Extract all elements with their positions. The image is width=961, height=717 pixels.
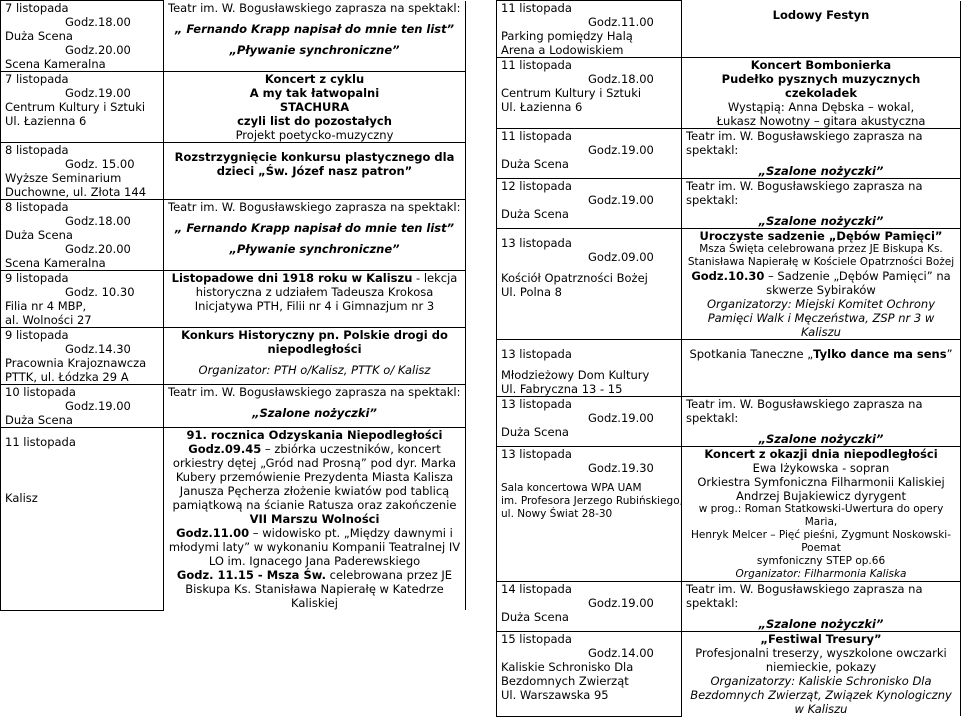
- left-cell: [1, 428, 164, 611]
- table-row: [497, 582, 961, 632]
- event-intro: Teatr im. W. Bogusławskiego zaprasza na spektakl:: [168, 200, 461, 214]
- place-text: Sala koncertowa WPA UAM: [501, 482, 642, 494]
- left-cell: [497, 229, 682, 340]
- date-text: 11 listopada: [501, 58, 572, 72]
- event-intro: Teatr im. W. Bogusławskiego zaprasza na spektakl:: [686, 397, 923, 425]
- time-text: Godz.19.00: [588, 193, 654, 207]
- event-title: STACHURA: [279, 100, 350, 114]
- time-text: Godz.19.00: [588, 596, 654, 610]
- time-text: Godz.19.30: [588, 461, 654, 475]
- date-text: 11 listopada: [501, 1, 572, 15]
- event-cell: [164, 328, 466, 385]
- time-text: Godz.18.00: [65, 15, 131, 29]
- left-cell: [497, 179, 682, 229]
- event-desc: symfoniczny STEP op.66: [756, 555, 886, 567]
- date-text: 9 listopada: [5, 328, 69, 342]
- left-cell: [497, 582, 682, 632]
- event-cell: [164, 72, 466, 143]
- event-title: „Szalone nożyczki”: [758, 164, 884, 178]
- event-desc: – widowisko pt. „Między dawnymi i młodymi laty” w wykonaniu Kompanii Teatralnej IV LO im. Ignacego Jana Paderewskiego: [168, 526, 461, 568]
- event-desc: Ewa Iżykowska - sopran: [752, 461, 890, 475]
- event-desc: niemieckie, pokazy: [765, 660, 877, 674]
- date-text: 7 listopada: [5, 1, 69, 15]
- event-desc: Orkiestra Symfoniczna Filharmonii Kaliskiej: [697, 475, 945, 489]
- table-row: [1, 271, 466, 328]
- place-text: Ul. Warszawska 95: [501, 688, 609, 702]
- place-text: Duża Scena: [501, 425, 569, 439]
- left-cell: [1, 271, 164, 328]
- event-cell: [164, 385, 466, 428]
- event-title: Tylko dance ma sens: [813, 347, 947, 361]
- event-title: Uroczyste sadzenie „Dębów Pamięci”: [699, 229, 943, 243]
- date-text: 13 listopada: [501, 347, 572, 361]
- left-cell: [497, 58, 682, 129]
- time-text: Godz. 10.30: [65, 285, 135, 299]
- place-text: Parking pomiędzy Halą: [501, 29, 633, 43]
- place-text: Wyższe Seminarium: [5, 171, 122, 185]
- event-desc: Łukasz Nowotny – gitara akustyczna: [716, 114, 926, 128]
- event-title: Konkurs Historyczny pn. Polskie drogi do niepodległości: [181, 328, 448, 356]
- place-text: Ul. Łazienna 6: [5, 114, 87, 128]
- date-text: 13 listopada: [501, 397, 572, 411]
- time-text: Godz.14.30: [65, 342, 131, 356]
- event-cell: [682, 1, 961, 58]
- table-row: [1, 200, 466, 271]
- date-text: 14 listopada: [501, 582, 572, 596]
- place-text: Kościół Opatrzności Bożej: [501, 271, 648, 285]
- place-text: Pracownia Krajoznawcza: [5, 356, 147, 370]
- event-desc: Profesjonalni treserzy, wyszkolone owczarki: [695, 646, 947, 660]
- event-cell: [682, 58, 961, 129]
- table-row: [497, 229, 961, 340]
- event-cell: [682, 447, 961, 582]
- event-title: „Szalone nożyczki”: [758, 617, 884, 631]
- table-row: [497, 447, 961, 582]
- event-title: Rozstrzygnięcie konkursu plastycznego dla dzieci „Św. Józef nasz patron”: [174, 150, 455, 178]
- place-text: Filia nr 4 MBP,: [5, 299, 87, 313]
- date-text: 8 listopada: [5, 143, 69, 157]
- time-text: Godz.14.00: [588, 646, 654, 660]
- event-desc: Msza Święta celebrowana przez JE Biskupa Ks.: [699, 243, 943, 255]
- event-desc: ”: [946, 347, 953, 361]
- event-time: Godz. 11.15 - Msza Św.: [176, 568, 326, 582]
- time-text: Godz.19.00: [588, 143, 654, 157]
- table-row: [1, 1, 466, 72]
- event-title: „Pływanie synchroniczne”: [229, 242, 400, 256]
- event-cell: [682, 582, 961, 632]
- event-cell: [682, 397, 961, 447]
- event-intro: Teatr im. W. Bogusławskiego zaprasza na spektakl:: [168, 385, 461, 399]
- event-title: czyli list do pozostałych: [237, 114, 392, 128]
- event-desc: celebrowana przez JE Biskupa Ks. Stanisława Napierałę w Katedrze Kaliskiej: [185, 568, 453, 610]
- place-text: Kaliskie Schronisko Dla: [501, 660, 634, 674]
- place-text: Centrum Kultury i Sztuki: [501, 86, 642, 100]
- place-text: PTTK, ul. Łódzka 29 A: [5, 370, 129, 384]
- date-text: 13 listopada: [501, 447, 572, 461]
- event-desc: Spotkania Taneczne „: [689, 347, 814, 361]
- table-row: [1, 328, 466, 385]
- left-cell: [497, 397, 682, 447]
- event-cell: [164, 428, 466, 611]
- event-title: Koncert z cyklu: [264, 72, 365, 86]
- table-row: [497, 340, 961, 397]
- place-text: al. Wolności 27: [5, 313, 92, 327]
- table-row: [497, 632, 961, 717]
- place-text: Kalisz: [5, 491, 38, 505]
- place-text: im. Profesora Jerzego Rubińskiego,: [501, 495, 683, 507]
- event-time: Godz.09.45: [188, 442, 262, 456]
- date-text: 7 listopada: [5, 72, 69, 86]
- place-text: Duża Scena: [501, 610, 569, 624]
- event-cell: [164, 143, 466, 200]
- place-text: Ul. Polna 8: [501, 285, 562, 299]
- date-text: 15 listopada: [501, 632, 572, 646]
- event-title: Lodowy Festyn: [772, 7, 870, 22]
- event-desc: Henryk Melcer – Pięć pieśni, Zygmunt Noskowski-Poemat: [690, 529, 951, 554]
- place-text: Scena Kameralna: [5, 57, 106, 71]
- left-cell: [1, 143, 164, 200]
- event-cell: [164, 1, 466, 72]
- place-text: Bezdomnych Zwierząt: [501, 674, 629, 688]
- table-row: [1, 72, 466, 143]
- event-title: Listopadowe dni 1918 roku w Kaliszu: [171, 271, 413, 285]
- event-desc: Wystąpią: Anna Dębska – wokal,: [727, 100, 915, 114]
- left-cell: [497, 129, 682, 179]
- event-title: Koncert z okazji dnia niepodległości: [704, 447, 938, 461]
- time-text: Godz.18.00: [588, 72, 654, 86]
- place-text: Młodzieżowy Dom Kultury: [501, 368, 650, 382]
- time-text: Godz.09.00: [588, 250, 654, 264]
- event-cell: [682, 229, 961, 340]
- event-organizer: Organizatorzy: Miejski Komitet Ochrony Pamięci Walk i Męczeństwa, ZSP nr 3 w Kaliszu: [706, 297, 936, 339]
- event-intro: Teatr im. W. Bogusławskiego zaprasza na spektakl:: [686, 179, 923, 207]
- event-title: „Szalone nożyczki”: [758, 432, 884, 446]
- place-text: Centrum Kultury i Sztuki: [5, 100, 146, 114]
- left-cell: [497, 340, 682, 397]
- table-row: [497, 397, 961, 447]
- table-row: [1, 143, 466, 200]
- event-cell: [682, 129, 961, 179]
- event-title: Pudełko pysznych muzycznych czekoladek: [721, 72, 921, 100]
- event-time: Godz.11.00: [176, 526, 250, 540]
- date-text: 8 listopada: [5, 200, 69, 214]
- time-text: Godz.11.00: [588, 15, 654, 29]
- left-cell: [1, 72, 164, 143]
- place-text: Duża Scena: [501, 157, 569, 171]
- event-title: „Pływanie synchroniczne”: [229, 42, 400, 57]
- left-cell: [497, 1, 682, 58]
- event-desc: Andrzej Bujakiewicz dyrygent: [736, 489, 906, 503]
- event-time: Godz.10.30: [691, 269, 765, 283]
- event-desc: – zbiórka uczestników, koncert orkiestry dętej „Gród nad Prosną” pod dyr. Marka Kubery przemówienie Prezydenta Miasta Kalisza Janusza Pęcherza złożenie kwiatów pod tablicą pamiątkową na ścianie Ratusza oraz zakończenie: [172, 442, 457, 512]
- event-cell: [682, 179, 961, 229]
- time-text: Godz.20.00: [65, 242, 131, 256]
- time-text: Godz.19.00: [65, 86, 131, 100]
- date-text: 9 listopada: [5, 271, 69, 285]
- left-cell: [1, 328, 164, 385]
- left-cell: [1, 200, 164, 271]
- event-cell: [682, 340, 961, 397]
- event-desc: – Sadzenie „Dębów Pamięci” na skwerze Sybiraków: [764, 269, 951, 297]
- table-row: [1, 385, 466, 428]
- event-title: Koncert Bombonierka: [750, 58, 892, 72]
- left-schedule-table: [0, 0, 466, 611]
- table-row: [497, 129, 961, 179]
- event-title: „ Fernando Krapp napisał do mnie ten list”: [174, 221, 455, 235]
- event-desc: Projekt poetycko-muzyczny: [235, 128, 394, 142]
- event-title: A my tak łatwopalni: [249, 86, 380, 100]
- event-cell: [682, 632, 961, 717]
- event-organizer: Organizatorzy: Kaliskie Schronisko Dla Bezdomnych Zwierząt, Związek Kynologiczny w Kaliszu: [690, 674, 952, 716]
- event-intro: Teatr im. W. Bogusławskiego zaprasza na spektakl:: [168, 0, 461, 15]
- place-text: Ul. Fabryczna 13 - 15: [501, 382, 623, 396]
- event-title: „Szalone nożyczki”: [758, 214, 884, 228]
- date-text: 13 listopada: [501, 236, 572, 250]
- time-text: Godz.19.00: [588, 411, 654, 425]
- left-cell: [1, 1, 164, 72]
- place-text: ul. Nowy Świat 28-30: [501, 508, 613, 520]
- time-text: Godz.19.00: [65, 399, 131, 413]
- event-title: 91. rocznica Odzyskania Niepodległości: [186, 428, 443, 442]
- place-text: Duchowne, ul. Złota 144: [5, 185, 147, 199]
- table-row: [497, 58, 961, 129]
- event-title: VII Marszu Wolności: [249, 512, 380, 526]
- event-desc: w prog.: Roman Statkowski-Uwertura do opery Maria,: [698, 503, 944, 528]
- event-organizer: Organizator: PTH o/Kalisz, PTTK o/ Kalisz: [198, 363, 431, 377]
- event-intro: Teatr im. W. Bogusławskiego zaprasza na spektakl:: [686, 582, 923, 610]
- place-text: Scena Kameralna: [5, 256, 106, 270]
- date-text: 11 listopada: [501, 129, 572, 143]
- right-schedule-table: [496, 0, 961, 717]
- table-row: [497, 179, 961, 229]
- place-text: Duża Scena: [5, 413, 73, 427]
- place-text: Duża Scena: [5, 228, 73, 242]
- table-row: [1, 428, 466, 611]
- event-intro: Teatr im. W. Bogusławskiego zaprasza na spektakl:: [686, 129, 923, 157]
- table-row: [497, 1, 961, 58]
- event-organizer: Organizator: Filharmonia Kaliska: [735, 568, 907, 580]
- time-text: Godz. 15.00: [65, 157, 135, 171]
- event-desc: Stanisława Napierałę w Kościele Opatrzności Bożej: [687, 256, 955, 268]
- date-text: 10 listopada: [5, 385, 76, 399]
- event-title: „Festiwal Tresury”: [760, 632, 882, 646]
- time-text: Godz.20.00: [65, 43, 131, 57]
- place-text: Duża Scena: [501, 207, 569, 221]
- event-title: „ Fernando Krapp napisał do mnie ten list”: [174, 21, 455, 36]
- left-cell: [497, 632, 682, 717]
- date-text: 12 listopada: [501, 179, 572, 193]
- event-cell: [164, 271, 466, 328]
- event-title: „Szalone nożyczki”: [252, 406, 377, 420]
- place-text: Arena a Lodowiskiem: [501, 43, 624, 57]
- left-cell: [1, 385, 164, 428]
- date-text: 11 listopada: [5, 435, 76, 449]
- left-cell: [497, 447, 682, 582]
- event-desc: - lekcja historyczna z udziałem Tadeusza Krokosa Inicjatywa PTH, Filii nr 4 i Gimnazjum nr 3: [194, 271, 458, 313]
- time-text: Godz.18.00: [65, 214, 131, 228]
- place-text: Ul. Łazienna 6: [501, 100, 583, 114]
- event-cell: [164, 200, 466, 271]
- place-text: Duża Scena: [5, 29, 73, 43]
